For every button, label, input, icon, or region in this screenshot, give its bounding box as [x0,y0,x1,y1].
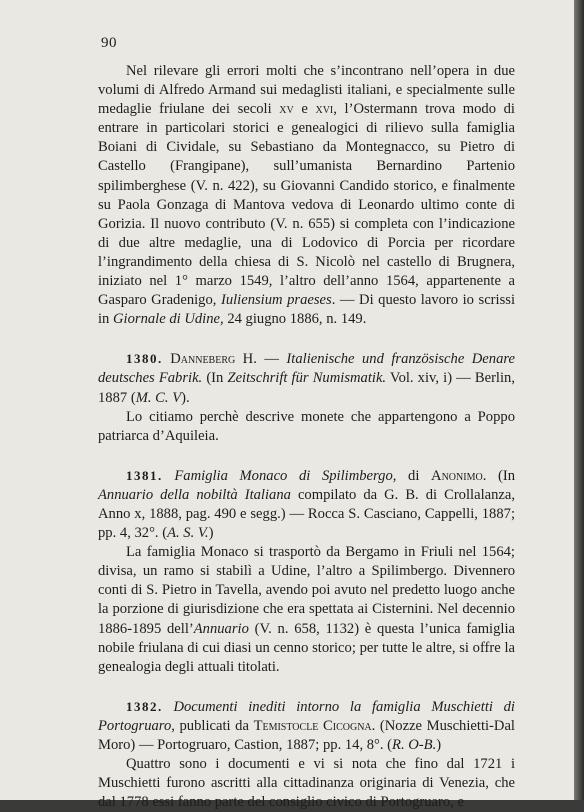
text: . (Nozze Muschietti-Dal Moro) — Portogruaro, Castion, 1887; pp. 14, 8°. ( [98,717,515,753]
journal-name: Giornale di Udine [113,311,221,328]
source-code: A. S. V. [167,525,209,542]
text: Vol. xiv, i) — Berlin, 1887 ( [98,370,515,406]
text: , 24 giugno 1886, n. 149. [220,311,367,328]
text: ) [436,737,442,753]
text: , di [392,467,432,484]
entry-1381-note [98,543,515,677]
entry-number: 1382. [126,698,163,714]
entry-author: Anonimo [431,467,483,484]
text: compilato da G. B. di Crollalanza, Anno x, 1888, pag. 490 e segg.) — Rocca S. Casciano, Cappelli, 1887; pp. 4, 32°. ( [98,486,516,542]
intro-paragraph [98,62,515,329]
entry-author: Temistocle Cicogna [253,717,372,734]
text: , publicati da [171,717,254,734]
text: Nel rilevare gli errori molti che s’incontrano nell’opera in due volumi di Alfredo Armand sui medaglisti italiani, e specialmente sulle medaglie friulane dei secoli [98,63,515,118]
text: La famiglia Monaco si trasportò da Bergamo in Friuli nel 1564; divisa, un ramo si stabilì a Udine, l’altro a Spilimbergo. Divennero conti di S. Pietro in Tavella, avendo poi avuto nel predetto luogo anche la porzione di giurisdizione che era spettata ai Cisternini. Nel decennio 1886-1895 dell’ [98,544,515,637]
source-code: R. O-B. [392,737,437,753]
italic-phrase: Annuario [193,620,249,637]
text: ). [181,389,190,406]
italic-phrase: Iuliensium praeses [220,292,332,309]
source-code: M. C. V [135,389,182,406]
roman-numeral: xv [279,101,294,118]
entry-title: Documenti inediti intorno la famiglia Muschietti di Portogruaro [98,698,515,734]
entry-1380-note: Lo citiamo perchè descrive monete che appartengono a Poppo patriarca d’Aquileia. [98,408,515,444]
text-column [98,62,515,812]
entry-number: 1381. [126,467,163,483]
text: . (In [482,467,515,484]
text: , l’Ostermann trova modo di entrare in particolari storici e genealogici di rilievo sulla famiglia Boiani di Cividale, su Sebastiano da Montegnacco, su Pietro di Castello (Frangipane), sull’umanista Bernardino Partenio spilimberghese (V. n. 422), su Giovanni Candido storico, e finalmente su Paola Gonzaga di Mantova vedova di Leonardo ultimo conte di Gorizia. Il nuovo contributo (V. n. 655) si completa con l’indicazione di due altre medaglie, una di Lodovico di Porcia per ricordare l’ingrandimento della chiesa di S. Nicolò nel castello di Brugnera, iniziato nel 1° marzo 1549, l’altro dell’anno 1564, appartenente a Gasparo Gradenigo, [98,101,515,309]
text: (V. n. 658, 1132) è questa l’unica famiglia nobile friulana di cui diasi un cenno storico; per tutte le altre, si offre la genealogia degli attuali titolati. [98,620,515,675]
entry-number: 1380. [126,351,163,367]
text: . — Di questo lavoro io scrissi in [98,292,515,328]
text: (In [202,370,228,387]
entry-author: Danneberg H. [170,351,257,368]
roman-numeral: xvi [315,101,334,118]
entry-title: Italienische und französische Denare deutsches Fabrik. [98,351,515,387]
journal-name: Zeitschrift für Numismatik. [227,370,387,387]
journal-name: Annuario della nobiltà Italiana [98,486,291,503]
entry-1382 [98,697,515,755]
text: e [293,101,316,118]
text: ) [208,525,214,542]
text: — [256,351,287,368]
entry-1381 [98,466,515,543]
entry-1382-note: Quattro sono i documenti e vi si nota che fino dal 1721 i Muschietti furono ascritti alla cittadinanza originaria di Venezia, che dal 1778 essi fanno parte del consiglio civico di Portogruaro, e [98,756,515,811]
page-edge-shadow [574,0,584,800]
page-number: 90 [101,35,117,51]
entry-1380 [98,349,515,407]
entry-title: Famiglia Monaco di Spilimbergo [174,467,393,484]
